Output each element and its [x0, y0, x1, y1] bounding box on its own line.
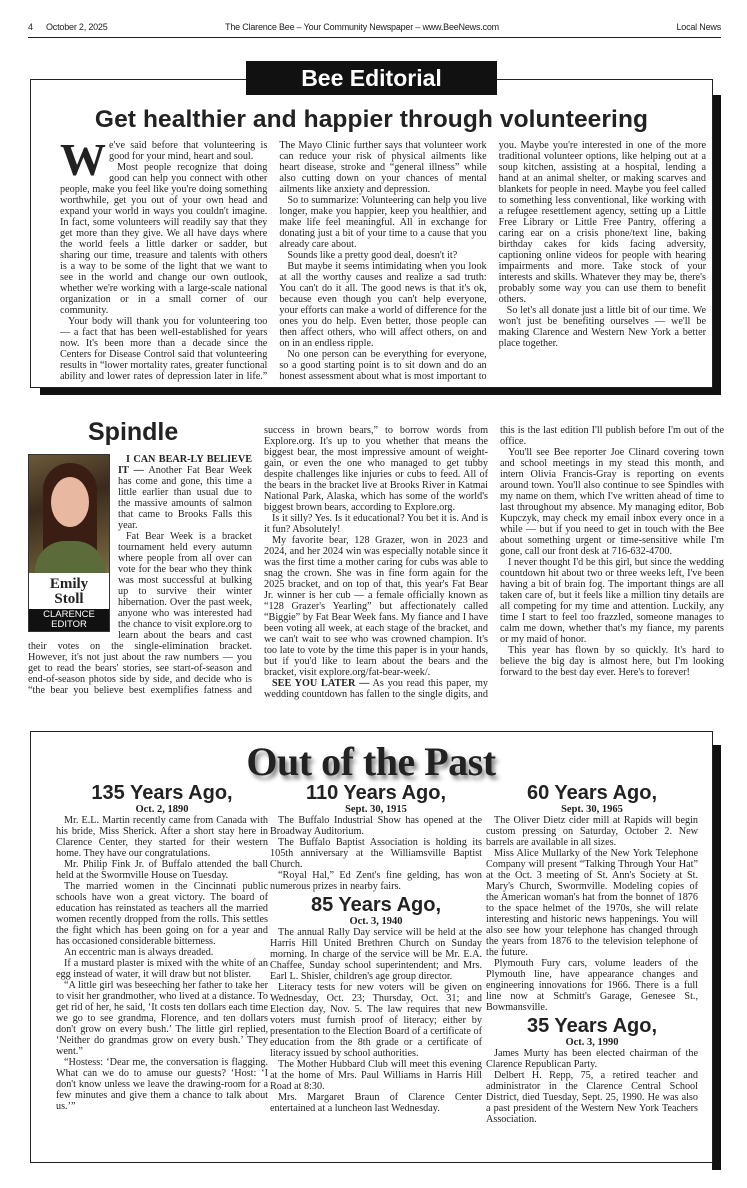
editorial-body: [60, 134, 706, 382]
past-item: The annual Rally Day service will be held at the Harris Hill United Brethren Church on Sunday morning. In charge of the service will be Mr. E.A. Chaffee, Sunday school superintendent; and Mrs. Earl L. Shisler, children's age group director.: [270, 927, 482, 982]
spindle-body: [28, 425, 724, 700]
past-item: The Buffalo Industrial Show has opened at the Broadway Auditorium.: [270, 815, 482, 837]
era-date: Oct. 3, 1940: [349, 916, 403, 927]
author-role: EDITOR: [51, 619, 87, 630]
spindle-title: Spindle: [88, 418, 179, 446]
past-item: Plymouth Fury cars, volume leaders of the Plymouth line, have appearance changes and engineering innovations for 1966. There is a full line now at Schmitt's Garage, Genesee St., Bowmansville.: [486, 958, 698, 1013]
editorial-paragraph: Sounds like a pretty good deal, doesn't it?: [287, 250, 458, 261]
editorial-paragraph: Most people recognize that doing good can help you connect with other people, make you feel like you're doing something worthwhile, get you out of your own head and expand your world in ways you couldn't imagine. In fact, some volunteers will readily say that they get more than they give. We all have days where the world feels a little darker or sadder, but sharing our time, treasure and talents with others is a way to be some of the light that we want to see in the world and change our own outlook, whether we're working with a large-scale national organization or in a small corner of our community.: [60, 162, 268, 316]
editorial-label: Bee Editorial: [246, 61, 497, 95]
editorial-paragraph: e've said before that volunteering is good for your mind, heart and soul.: [109, 140, 268, 162]
past-item: “Royal Hal,” Ed Zent's fine gelding, has won numerous prizes in nearby fairs.: [270, 870, 482, 892]
era-date: Oct. 3, 1990: [565, 1037, 619, 1048]
era-date: Sept. 30, 1965: [561, 804, 623, 815]
era-date: Oct. 2, 1890: [135, 804, 189, 815]
spindle-paragraph: This year has flown by so quickly. It's hard to believe the big day is almost here, but I'm looking forward to the best day ever. Here's to forever!: [500, 645, 724, 678]
editorial-paragraph: So let's all donate just a little bit of our time. We won't just be benefiting ourselves — we'll be making Clarence and Western New York a better place together.: [498, 305, 706, 349]
past-item: The Buffalo Baptist Association is holding its 105th anniversary at the Williamsville Baptist Church.: [270, 837, 482, 870]
past-title: Out of the Past: [246, 739, 496, 784]
spindle-paragraph: You'll see Bee reporter Joe Clinard covering town and school meetings in my stead this month, and intern Olivia Francis-Gray is reporting on events around town. You'll also continue to see Spindles with my name on them, which I've written ahead of time to last throughout my absence. My managing editor, Bob Kupczyk, may check my email inbox every once in a while — but if you need to get in touch with the Bee about something urgent or time-sensitive while I'm gone, call our front desk at 716-632-4700.: [500, 447, 724, 557]
page-number: 4: [28, 22, 33, 32]
spindle-paragraph: Fat Bear Week is a bracket tournament held every autumn where people from all over can vote for the bear who they think was most successful at bulking up to survive their winter hibernation. Over the past week, anyone who was interested had the chance to visit explore.org to learn about the bears and cast their votes on the single-elimination bracket. However, it's not just about the raw numbers — you get to read the bears' stories, see start-of-season and end-of-season photos side by side, and decide who is “the bear you believe best exemplifies fatness and success in brown bears,” to borrow words from Explore.org. It's up to you whether that means the biggest bear, the most impressive amount of weight-gain, or even the one who managed to get tubby despite challenges like injuries or cubs to feed. All of the bears in the bracket live at Brooks River in Katmai National Park, Alaska, which has some of the world's biggest brown bears, according to Explore.org.: [28, 425, 488, 696]
drop-cap: W: [60, 134, 106, 185]
author-last-name: Stoll: [54, 591, 84, 607]
spindle-paragraph: Is it silly? Yes. Is it educational? You bet it is. And is it fun? Absolutely!: [264, 513, 488, 535]
lead-in: I CAN BEAR-LY BELIEVE IT —: [118, 454, 252, 476]
issue-date: October 2, 2025: [46, 22, 108, 32]
era-heading: 35 Years Ago,: [526, 1015, 658, 1037]
past-item: James Murty has been elected chairman of the Clarence Republican Party.: [486, 1048, 698, 1070]
spindle-paragraph: I never thought I'd be this girl, but since the wedding countdown hit about two or three weeks left, I've been having a bit of brain fog. The important things are all taken care of, but it feels like a million tiny details are all competing for my time and attention. Luckily, any time I start to feel too frazzled, someone manages to calm me down, whether that's my fiance, my parents or my maid of honor.: [500, 557, 724, 645]
editorial-paragraph: Your body will thank you for volunteering too — a fact that has been well-established for years now. It's been more than a decade since the Centers for Disease Control said that volunteering results in “lower mortality rates, greater functional ability and lower rates of depression later in life.” The Mayo Clinic further says that volunteer work can reduce your risk of physical ailments like heart disease, stroke and “general illness” while also cutting down on your chances of mental ailments like anxiety and depression.: [60, 140, 487, 382]
past-item: Delbert H. Repp, 75, a retired teacher and administrator in the Clarence Central School District, died Tuesday, Sept. 25, 1990. He was also a past president of the Western New York Teachers Association.: [486, 1070, 698, 1125]
past-item: Mrs. Margaret Braun of Clarence Center entertained at a luncheon last Wednesday.: [270, 1092, 482, 1114]
spindle-paragraph: Another Fat Bear Week has come and gone, this time a little earlier than usual due to the massive amounts of salmon that came to Brooks Falls this year.: [118, 465, 253, 531]
era-heading: 110 Years Ago,: [305, 782, 447, 804]
past-column-3: [486, 782, 698, 1125]
past-item: The married women in the Cincinnati public schools have won a great victory. The board of education has reinstated as teachers all the married women recently dropped from the rolls. This settles the fight which has been going on for a year and has occasioned considerable bitterness.: [56, 881, 268, 947]
past-item: “Hostess: ‘Dear me, the conversation is flagging. What can we do to amuse our guests? ‘Host: ‘I don't know unless we leave the drawing-room for a few minutes and give them a chance to talk about us.’”: [56, 1057, 268, 1112]
section-name: Local News: [676, 22, 721, 32]
author-photo: [28, 454, 110, 632]
past-column-2: [270, 782, 482, 1114]
era-date: Sept. 30, 1915: [345, 804, 407, 815]
spindle-paragraph: My favorite bear, 128 Grazer, won in 2023 and 2024, and her 2024 win was especially notable since it was the first time a mother caring for cubs was able to snag the crown. She was in fine form again for the 2025 bracket, and on top of that, this year's Fat Bear Jr. winner is her cub — a female officially known as “128 Grazer's Yearling” but affectionately called “Biggie” by Fat Bear Week fans. My fiance and I have been voting all week, at each stage of the bracket, and we can't wait to see who was crowned champion. It's too late to vote by the time this paper is in your hands, but if you'd like to learn about the bears and the bracket, visit explore.org/fat-bear-week/.: [264, 535, 488, 678]
editorial-shadow-bottom: [40, 387, 721, 395]
author-role: CLARENCE: [43, 609, 95, 620]
past-item: “A little girl was beseeching her father to take her to visit her grandmother, who lived at a distance. To get rid of her, he said, ‘It costs ten dollars each time we go to see grandma, Florence, and ten dollars don't grow on every bush.’ The little girl replied, ‘Neither do grandmas grow on every bush.’ They went.”: [56, 980, 268, 1057]
author-portrait: [29, 455, 109, 573]
page-header: [28, 22, 721, 38]
era-heading: 135 Years Ago,: [91, 782, 233, 804]
past-item: The Mother Hubbard Club will meet this evening at the home of Mrs. Paul Williams in Harris Hill Road at 8:30.: [270, 1059, 482, 1092]
era-heading: 85 Years Ago,: [310, 894, 442, 916]
past-item: The Oliver Dietz cider mill at Rapids will begin custom pressing on Saturday, October 2. New barrels are available in all sizes.: [486, 815, 698, 848]
title-spacer: [28, 425, 252, 454]
editorial-paragraph: So to summarize: Volunteering can help you live longer, make you happier, keep you healthier, and make life feel meaningful. All in exchange for donating just a bit of your time to a cause that you already care about.: [279, 195, 487, 250]
era-heading: 60 Years Ago,: [526, 782, 658, 804]
author-first-name: Emily: [49, 576, 89, 592]
past-item: An eccentric man is always dreaded.: [64, 947, 214, 958]
past-column-1: [56, 782, 268, 1112]
spindle-paragraph: As you read this paper, my wedding countdown has fallen to the single digits, and this is the last edition I'll publish before I'm out of the office.: [264, 425, 724, 700]
past-item: Miss Alice Mullarky of the New York Telephone Company will present “Talking Through Your Hat” at the Oct. 3 meeting of St. Ann's Society at St. Mary's Church, Swormville. Modeling copies of the American woman's hat from the bonnet of 1876 to the space helmet of the 1970s, she will relate interesting and historic news happenings. You will also see how your telephone has changed through the years from 1876 to the television telephone of the future.: [486, 848, 698, 958]
masthead: The Clarence Bee – Your Community Newspaper – www.BeeNews.com: [225, 22, 499, 32]
editorial-paragraph: But maybe it seems intimidating when you look at all the worthy causes and realize a sad truth: You can't do it all. The good news is that it's ok, because even though you can't help everyone, your efforts can make a world of difference for the ones you do help. Even better, those people can then affect others, who will affect others, on and on in an endless ripple.: [279, 261, 487, 349]
past-item: Mr. Philip Fink Jr. of Buffalo attended the ball held at the Swormville House on Tuesday.: [56, 859, 268, 881]
editorial-paragraph: No one person can be everything for everyone, so a good starting point is to sit down and do an honest assessment about what is most important to you. Maybe you're interested in one of the more traditional volunteer options, like helping out at a soup kitchen, assisting at a hospital, lending a hand at an animal shelter, or making scarves and blankets for people in need. Maybe you feel called to something less conventional, like working with a refugee resettlement agency, setting up a Little Free Library or Little Free Pantry, offering a caring ear on a crisis phone/text line, baking birthday cakes for kids facing adversity, captioning online videos for people with hearing impairments and more. Take stock of your interests and skills. Whatever they may be, there's probably some way you can use them to benefit others.: [279, 140, 706, 382]
lead-in: SEE YOU LATER —: [272, 678, 370, 689]
past-item: If a mustard plaster is mixed with the white of an egg instead of water, it will draw but not blister.: [56, 958, 268, 980]
editorial-shadow: [712, 95, 721, 395]
past-shadow: [712, 745, 721, 1170]
editorial-headline: Get healthier and happier through volunteering: [94, 106, 649, 133]
past-item: Literacy tests for new voters will be given on Wednesday, Oct. 23; Thursday, Oct. 31; and Election day, Nov. 5. The law requires that new voters must furnish proof of literacy; either by presentation to the Election Board of a certificate of education from the 8th grade or a certificate of literacy issued by school authorities.: [270, 982, 482, 1059]
past-item: Mr. E.L. Martin recently came from Canada with his bride, Miss Sherick. After a short stay here in Clarence Center, they started for their western home. They have our congratulations.: [56, 815, 268, 859]
